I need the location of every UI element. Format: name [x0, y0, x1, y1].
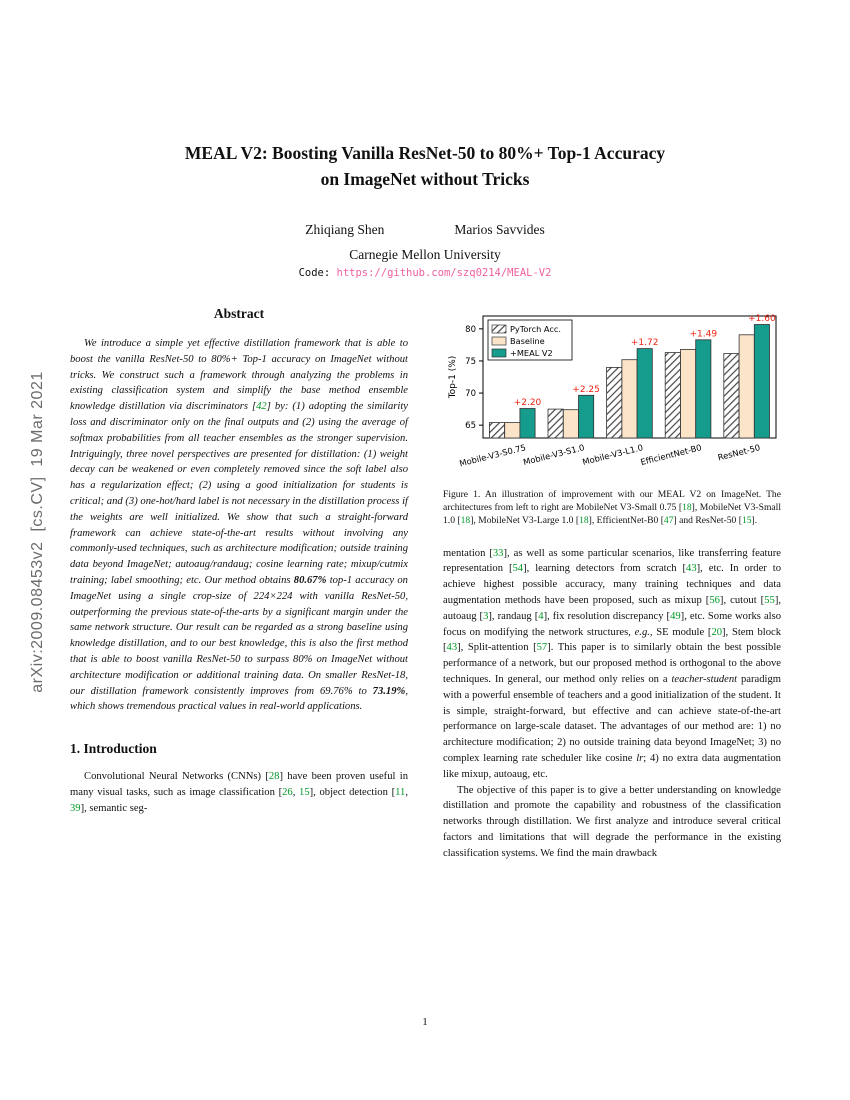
text-segment: ], cutout [ [719, 595, 765, 606]
figure1-chart-svg [443, 306, 781, 480]
citation-ref: 18 [579, 515, 589, 527]
y-tick-label: 75 [465, 356, 476, 367]
bar [696, 340, 711, 438]
citation-ref: 4 [538, 610, 544, 622]
citation-ref: 47 [663, 515, 674, 527]
bar [520, 409, 535, 439]
citation-ref: 28 [268, 771, 280, 783]
text-segment: ], etc. Some works also focus on modifying the network structures, [443, 610, 782, 638]
text-segment: ], object detection [ [309, 786, 396, 798]
code-label: Code: [298, 267, 337, 279]
figure1-caption [443, 488, 781, 528]
right-column [443, 306, 781, 862]
text-segment: ], randaug [ [488, 610, 539, 622]
bar [739, 335, 754, 438]
bar [622, 360, 637, 438]
citation-ref: 56 [709, 595, 720, 606]
text-segment: ]. [751, 515, 758, 527]
legend-swatch [492, 349, 506, 357]
citation-ref: 11 [395, 786, 406, 798]
text-segment: teacher-student [671, 673, 738, 685]
section-heading-introduction: 1. Introduction [70, 741, 157, 757]
bar [681, 349, 696, 438]
text-segment: mentation [ [443, 547, 493, 559]
citation-ref: 15 [741, 515, 752, 527]
citation-ref: 39 [70, 802, 81, 814]
body-paragraph-1 [443, 546, 781, 783]
text-segment: ], MobileNet V3-Large 1.0 [ [470, 515, 580, 527]
code-repo-link[interactable]: https://github.com/szq0214/MEAL-V2 [336, 267, 552, 279]
text-segment: ], fix resolution discrepancy [ [543, 610, 671, 622]
gain-annotation: +1.72 [630, 338, 659, 349]
citation-ref: 49 [670, 610, 681, 622]
citation-ref: 26 [282, 786, 293, 798]
text-segment: Convolutional Neural Networks (CNNs) [ [84, 771, 269, 783]
text-segment: lr [636, 752, 644, 764]
text-segment: The objective of this paper is to give a better understanding on knowledge distillation and promote the capability and robustness of the classification networks through distillation. We first analyze and introduce several critical factors and limitations that will degrade the performance in the existing classification systems. We find the main drawback [443, 784, 781, 859]
gain-annotation: +2.20 [513, 398, 542, 408]
text-segment: ], etc. In order to achieve highest possible accuracy, many training techniques and data augmentation methods have been proposed, such as mixup [ [443, 563, 782, 606]
text-segment: ], autoaug [ [443, 595, 781, 622]
left-column [70, 306, 408, 817]
text-segment: ], Split-attention [ [457, 642, 537, 654]
bar [607, 367, 622, 438]
text-segment: ], semantic seg- [80, 802, 148, 814]
y-tick-label: 70 [465, 389, 476, 400]
bar [754, 325, 769, 439]
author-name-2: Marios Savvides [454, 222, 545, 237]
legend-label: PyTorch Acc. [510, 324, 561, 334]
text-segment: ], learning detectors from scratch [ [523, 563, 687, 575]
text-segment: , which shows tremendous practical values in real-world applications. [70, 685, 408, 713]
paper-title [0, 140, 850, 192]
text-segment: ], MobileNet V3-Small 1.0 [ [443, 502, 781, 527]
bar [579, 395, 594, 438]
x-tick-label: ResNet-50 [716, 442, 762, 463]
title-block [0, 140, 850, 192]
page-number: 1 [422, 1016, 428, 1028]
affiliation: Carnegie Mellon University [349, 247, 501, 262]
gain-annotation: +1.60 [748, 314, 776, 324]
citation-ref: 43 [686, 563, 697, 575]
bar [724, 354, 739, 438]
citation-ref: 18 [460, 515, 471, 527]
text-segment: top-1 accuracy on ImageNet using a single crop-size of 224×224 with vanilla ResNet-50, outperforming the previous state-of-the-arts by a significant margin under the same network structure. Our result can be regarded as a strong baseline using knowledge distillation, and to our best knowledge, this is also the first method that is able to boost vanilla ResNet-50 to surpass 80% on ImageNet without architecture modification or additional training data. On smaller ResNet-18, our distillation framework consistently improves from 69.76% to [70, 574, 408, 697]
text-segment: ] and ResNet-50 [ [673, 515, 742, 527]
gain-annotation: +2.25 [572, 384, 600, 395]
citation-ref: 43 [446, 642, 458, 654]
text-segment: ], EfficientNet-B0 [ [588, 515, 664, 527]
y-tick-label: 80 [465, 324, 476, 335]
bar [505, 423, 520, 438]
paper-title-line2: on ImageNet without Tricks [320, 169, 530, 189]
x-tick-label: EfficientNet-B0 [639, 442, 703, 468]
abstract-paragraph [70, 336, 408, 715]
body-paragraph-2 [443, 783, 781, 862]
citation-ref: 3 [483, 610, 489, 622]
text-segment: We introduce a simple yet effective distillation framework that is able to boost the vanilla ResNet-50 to 80%+ Top-1 accuracy on ImageNet without tricks. We construct such a framework through analyzing the problems in existing classification system and simplify the base method ensemble knowledge distillation via discriminators [ [70, 338, 408, 413]
citation-ref: 54 [512, 563, 524, 575]
text-segment: 73.19% [372, 685, 406, 697]
code-line [0, 267, 850, 279]
citation-ref: 15 [299, 786, 310, 798]
citation-ref: 18 [682, 502, 692, 514]
legend-label: +MEAL V2 [510, 348, 553, 358]
legend-swatch [492, 325, 506, 333]
text-segment: Figure 1. An illustration of improvement with our MEAL V2 on ImageNet. The architectures from left to right are MobileNet V3-Small 0.75 [ [443, 489, 781, 514]
arxiv-stamp: arXiv:2009.08453v2 [cs.CV] 19 Mar 2021 [29, 371, 46, 693]
legend-swatch [492, 337, 506, 345]
text-segment: ], as well as some particular scenarios, like transferring feature representation [ [443, 547, 781, 575]
text-segment: , [405, 786, 408, 798]
text-segment: ; 4) no extra data augmentation like mixup, autoaug, etc. [443, 752, 781, 780]
text-segment: ], Stem block [ [443, 626, 781, 654]
text-segment: paradigm with a powerful ensemble of teachers and a good initialization of the student. It is simple, straight-forward, but effective and can achieve state-of-the-art performance on large-scale dataset. The advantages of our method are: 1) no architecture modification; 2) no outside training data beyond ImageNet; 3) no complex learning rate scheduler like cosine [443, 673, 782, 764]
x-tick-label: Mobile-V3-S1.0 [522, 442, 586, 468]
citation-ref: 20 [711, 626, 723, 638]
paper-title-line1: MEAL V2: Boosting Vanilla ResNet-50 to 80%+ Top-1 Accuracy [184, 143, 666, 163]
bar [489, 423, 504, 438]
y-axis-label: Top-1 (%) [448, 355, 458, 399]
abstract-heading: Abstract [213, 306, 265, 321]
bar [665, 353, 680, 438]
text-segment: 80.67% [293, 574, 327, 586]
author-row [0, 222, 850, 238]
text-segment: ] have been proven useful in many visual tasks, such as image classification [ [70, 771, 408, 798]
citation-ref: 42 [256, 401, 267, 413]
gain-annotation: +1.49 [689, 329, 718, 340]
x-tick-label: Mobile-V3-L1.0 [581, 442, 644, 467]
legend-label: Baseline [510, 336, 545, 346]
bar [548, 409, 563, 438]
bar [563, 410, 578, 438]
text-segment: ]. This paper is to similarly obtain the best possible performance of a network, but our proposed method is orthogonal to the above techniques. In general, our method only relies on a [443, 642, 781, 685]
citation-ref: 33 [492, 547, 504, 559]
introduction-paragraph [70, 769, 408, 816]
x-tick-label: Mobile-V3-S0.75 [458, 442, 527, 469]
y-tick-label: 65 [465, 421, 476, 432]
author-name-1: Zhiqiang Shen [305, 222, 385, 237]
bar [637, 349, 652, 438]
citation-ref: 57 [536, 642, 548, 654]
text-segment: , [292, 786, 300, 798]
text-segment: , SE module [ [649, 626, 712, 638]
figure1-bar-chart [443, 306, 781, 480]
citation-ref: 55 [764, 595, 775, 606]
text-segment: e.g. [634, 626, 650, 638]
text-segment: ] by: (1) adopting the similarity loss and discriminator only on the final outputs and (2) using the average of softmax probabilities from all teacher ensembles as the stronger supervision. Intriguingly, three novel perspectives are presented for distillation: (1) weight decay can be weakened or even completely removed since the soft label also has a regularization effect; (2) using a good initialization for students is critical; and (3) one-hot/hard label is not necessary in the distillation process if the weights are well initialized. We show that such a straight-forward framework can achieve state-of-the-art results without involving any commonly-used techniques, such as architecture modification; outside training data beyond ImageNet; autoaug/randaug; cosine learning rate; mixup/cutmix training; label smoothing; etc. Our method obtains [70, 401, 408, 586]
